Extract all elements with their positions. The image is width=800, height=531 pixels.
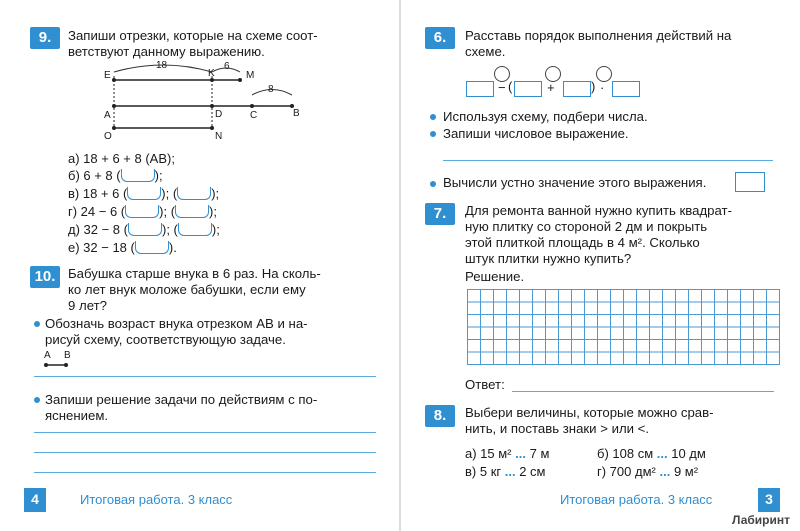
task-6-number: 6.	[425, 27, 455, 49]
task-6-bullet3: Вычисли устно значение этого выражения.	[443, 175, 707, 190]
number-box[interactable]	[466, 81, 494, 97]
answer-line[interactable]	[34, 452, 376, 453]
label-M: M	[246, 70, 255, 81]
compare-d: г) 700 дм² ... 9 м²	[597, 464, 699, 479]
number-box[interactable]	[514, 81, 542, 97]
option-f: е) 32 − 18 ( ).	[68, 240, 177, 255]
task-7-text-line4: штук плитки нужно купить?	[465, 251, 632, 266]
answer-blank[interactable]	[127, 187, 161, 200]
task-8-text-line1: Выбери величины, которые можно срав-	[465, 405, 714, 420]
task-7-text-line2: ную плитку со стороной 2 дм и покрыть	[465, 219, 708, 234]
footer-title-right: Итоговая работа. 3 класс	[560, 492, 713, 507]
label-A: A	[104, 110, 111, 121]
task-7-number: 7.	[425, 203, 455, 225]
task-6-text-line2: схеме.	[465, 44, 506, 59]
plus-sign: +	[547, 80, 555, 95]
answer-blank[interactable]	[121, 169, 155, 182]
watermark-logo: Лабиринт	[731, 513, 790, 527]
length-18: 18	[156, 60, 168, 71]
label-K: K	[208, 68, 215, 79]
task-10-bullet2-line1: Запиши решение задачи по действиям с по-	[45, 392, 318, 407]
task-10-bullet2-line2: яснением.	[45, 408, 109, 423]
option-b: б) 6 + 8 ( );	[68, 168, 163, 183]
task-7-text-line1: Для ремонта ванной нужно купить квадрат-	[465, 203, 732, 218]
task-10-text-line2: ко лет внук моложе бабушки, если ему	[68, 282, 306, 297]
footer-title-left: Итоговая работа. 3 класс	[80, 492, 233, 507]
solution-grid[interactable]	[467, 289, 780, 365]
label-D: D	[215, 109, 223, 120]
answer-line[interactable]	[34, 376, 376, 377]
option-a: а) 18 + 6 + 8 (АВ);	[68, 151, 175, 166]
minus-sign: −	[498, 80, 506, 95]
task-8-number: 8.	[425, 405, 455, 427]
answer-blank[interactable]	[177, 187, 211, 200]
book-spine	[399, 0, 401, 531]
task-6-bullet1: Используя схему, подбери числа.	[443, 109, 648, 124]
task-6-bullet2: Запиши числовое выражение.	[443, 126, 629, 141]
solution-label: Решение.	[465, 269, 525, 284]
answer-blank[interactable]	[128, 223, 162, 236]
bullet-icon	[34, 397, 40, 403]
multiply-sign: ·	[600, 80, 605, 95]
bullet-icon	[430, 181, 436, 187]
task-10-number: 10.	[30, 266, 60, 288]
task-10-bullet1-line1: Обозначь возраст внука отрезком АВ и на-	[45, 316, 308, 331]
answer-blank[interactable]	[178, 223, 212, 236]
task-9-number: 9.	[30, 27, 60, 49]
task-7-text-line3: этой плиткой площадь в 4 м². Сколько	[465, 235, 700, 250]
close-paren: )	[591, 79, 596, 94]
answer-line[interactable]	[34, 472, 376, 473]
bullet-icon	[34, 321, 40, 327]
segment-AB-drawing	[40, 360, 380, 370]
task-8-text-line2: нить, и поставь знаки > или <.	[465, 421, 650, 436]
answer-blank[interactable]	[125, 205, 159, 218]
label-E: E	[104, 70, 111, 81]
compare-a: а) 15 м² ... 7 м	[465, 446, 550, 461]
label-C: C	[250, 110, 258, 121]
length-6: 6	[224, 61, 230, 72]
label-N: N	[215, 131, 223, 142]
compare-b: б) 108 см ... 10 дм	[597, 446, 706, 461]
option-e: д) 32 − 8 ( ); ( );	[68, 222, 220, 237]
answer-line[interactable]	[512, 391, 774, 392]
compare-c: в) 5 кг ... 2 см	[465, 464, 546, 479]
bullet-icon	[430, 131, 436, 137]
task-9-text-line1: Запиши отрезки, которые на схеме соот-	[68, 28, 318, 43]
segment-label-B: B	[64, 350, 71, 361]
label-B: B	[293, 108, 300, 119]
label-O: O	[104, 131, 112, 142]
page-number-left: 4	[24, 488, 46, 512]
segment-diagram	[100, 62, 310, 142]
task-10-text-line1: Бабушка старше внука в 6 раз. На сколь-	[68, 266, 321, 281]
open-paren: (	[508, 79, 513, 94]
answer-blank[interactable]	[135, 241, 169, 254]
option-d: г) 24 − 6 ( ); ( );	[68, 204, 217, 219]
answer-box[interactable]	[735, 172, 765, 192]
task-10-text-line3: 9 лет?	[68, 298, 107, 313]
task-9-text-line2: ветствуют данному выражению.	[68, 44, 265, 59]
bullet-icon	[430, 114, 436, 120]
answer-label: Ответ:	[465, 377, 505, 392]
answer-line[interactable]	[34, 432, 376, 433]
length-8: 8	[268, 84, 274, 95]
page-number-right: 3	[758, 488, 780, 512]
number-box[interactable]	[563, 81, 591, 97]
answer-line[interactable]	[443, 160, 773, 161]
number-box[interactable]	[612, 81, 640, 97]
segment-label-A: A	[44, 350, 51, 361]
task-6-text-line1: Расставь порядок выполнения действий на	[465, 28, 732, 43]
task-10-bullet1-line2: рисуй схему, соответствующую задаче.	[45, 332, 286, 347]
answer-blank[interactable]	[175, 205, 209, 218]
option-c: в) 18 + 6 ( ); ( );	[68, 186, 220, 201]
